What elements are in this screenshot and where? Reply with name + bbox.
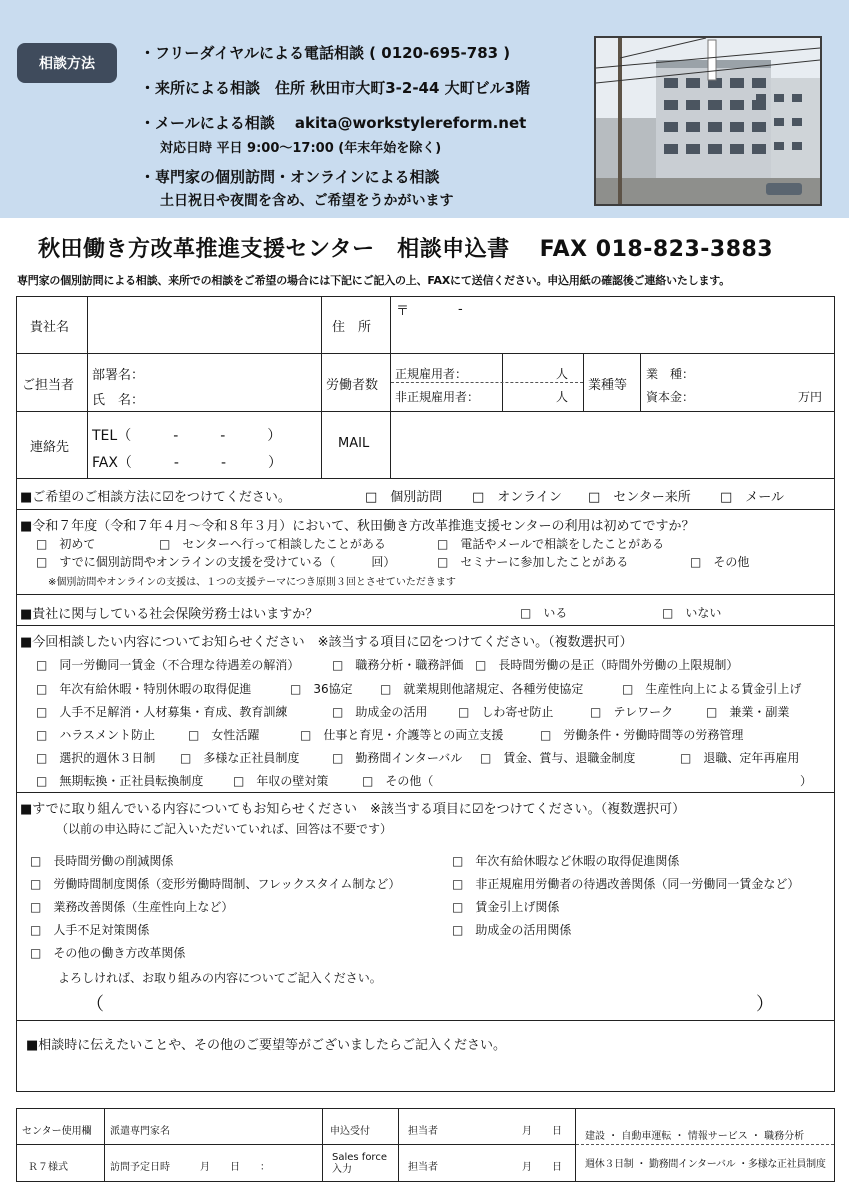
- col-divider: [390, 296, 391, 478]
- categories-line-2: 週休３日制 ・ 勤務間インターバル ・多様な正社員制度: [585, 1159, 826, 1170]
- capital-label[interactable]: 資本金：: [646, 390, 695, 404]
- consultation-method-badge: 相談方法: [17, 43, 117, 83]
- q4-productivity-wage[interactable]: □ 生産性向上による賃金引上げ: [622, 682, 802, 696]
- q5-working-time-system[interactable]: □ 労働時間制度関係（変形労働時間制、フレックスタイム制など）: [30, 877, 401, 891]
- mail-field[interactable]: [393, 414, 833, 476]
- department-label[interactable]: 部署名：: [92, 368, 145, 383]
- footer-col-divider: [322, 1108, 323, 1182]
- q2-note: ※個別訪問やオンラインの支援は、１つの支援テーマにつき原則３回とさせていただきます: [48, 577, 456, 588]
- person-name-label[interactable]: 氏 名：: [92, 393, 145, 408]
- header-banner: [0, 0, 849, 218]
- business-type-label[interactable]: 業 種：: [646, 367, 695, 381]
- q2-seminar[interactable]: □ セミナーに参加したことがある: [437, 555, 629, 569]
- row-divider: [16, 353, 835, 354]
- receipt-date: 月 日: [522, 1126, 562, 1137]
- contact-person-label: ご担当者: [22, 378, 75, 393]
- q4-36-agreement[interactable]: □ 36協定: [290, 682, 353, 696]
- expert-name-label: 派遣専門家名: [110, 1126, 170, 1137]
- q5-labor-shortage[interactable]: □ 人手不足対策関係: [30, 923, 150, 937]
- center-use-label: センター使用欄: [22, 1126, 92, 1137]
- q4-title: ■今回相談したい内容についてお知らせください ※該当する項目に☑をつけてください。（複数選択可）: [20, 635, 633, 650]
- q1-title: ■ご希望のご相談方法に☑をつけてください。: [20, 490, 291, 505]
- mail-consultation-line: ・メールによる相談 akita@workstylereform.net: [140, 114, 527, 132]
- employee-count-field[interactable]: [505, 356, 555, 408]
- salesforce-label: Sales force 入力: [332, 1152, 387, 1175]
- regular-unit: 人: [556, 367, 569, 381]
- q4-work-rules[interactable]: □ 就業規則他諸規定、各種労使協定: [380, 682, 584, 696]
- input-date: 月 日: [522, 1162, 562, 1173]
- q5-subnote: （以前の申込時にご記入いただいていれば、回答は不要です）: [56, 822, 393, 836]
- q2-other[interactable]: □ その他: [690, 555, 750, 569]
- q4-harassment[interactable]: □ ハラスメント防止: [36, 728, 155, 742]
- q4-retirement[interactable]: □ 退職、定年再雇用: [680, 751, 800, 765]
- q5-long-hours[interactable]: □ 長時間労働の削減関係: [30, 854, 174, 868]
- q4-equal-pay[interactable]: □ 同一労働同一賃金（不合理な待遇差の解消）: [36, 658, 300, 672]
- q5-wage-increase[interactable]: □ 賃金引上げ関係: [452, 900, 560, 914]
- row-divider: [16, 625, 835, 626]
- regular-employees-label: 正規雇用者：: [395, 367, 468, 381]
- q4-side-job[interactable]: □ 兼業・副業: [706, 705, 790, 719]
- footer-row-divider: [16, 1144, 575, 1145]
- tel-field[interactable]: TEL（ - - ）: [92, 428, 282, 444]
- q2-visited-center[interactable]: □ センターへ行って相談したことがある: [159, 537, 386, 551]
- footer-dashed-divider: [576, 1144, 834, 1145]
- q4-four-day-week[interactable]: □ 選択的週休３日制: [36, 751, 156, 765]
- company-name-field[interactable]: [90, 298, 318, 351]
- option-mail[interactable]: □ メール: [720, 490, 785, 505]
- q2-first-time[interactable]: □ 初めて: [36, 537, 96, 551]
- row-divider: [16, 1020, 835, 1021]
- q5-business-improvement[interactable]: □ 業務改善関係（生産性向上など）: [30, 900, 234, 914]
- q4-paid-leave[interactable]: □ 年次有給休暇・特別休暇の取得促進: [36, 682, 252, 696]
- q4-diverse-regular[interactable]: □ 多様な正社員制度: [180, 751, 300, 765]
- q5-free-prompt: よろしければ、お取り組みの内容についてご記入ください。: [58, 971, 382, 985]
- q4-other-close: ）: [800, 774, 813, 788]
- q4-women-activity[interactable]: □ 女性活躍: [188, 728, 260, 742]
- industry-label: 業種等: [588, 378, 628, 393]
- col-divider: [640, 353, 641, 411]
- company-name-label: 貴社名: [30, 320, 70, 335]
- nonregular-employees-label: 非正規雇用者：: [395, 390, 480, 404]
- col-divider: [321, 296, 322, 478]
- option-online[interactable]: □ オンライン: [472, 490, 562, 505]
- footer-col-divider: [104, 1108, 105, 1182]
- col-divider: [583, 353, 584, 411]
- q6-requests-field[interactable]: [20, 1054, 830, 1088]
- staff-label-2: 担当者: [408, 1162, 438, 1173]
- q5-leave-promotion[interactable]: □ 年次有給休暇など休暇の取得促進関係: [452, 854, 680, 868]
- option-center-visit[interactable]: □ センター来所: [588, 490, 691, 505]
- row-divider: [16, 594, 835, 595]
- q4-labor-management[interactable]: □ 労働条件・労働時間等の労務管理: [540, 728, 744, 742]
- staff-label-1: 担当者: [408, 1126, 438, 1137]
- row-divider: [16, 411, 835, 412]
- mail-label: MAIL: [338, 436, 370, 451]
- q4-labor-shortage[interactable]: □ 人手不足解消・人材募集・育成、教育訓練: [36, 705, 288, 719]
- office-building-photo: [594, 36, 822, 206]
- form-title-main: 秋田働き方改革推進支援センター 相談申込書: [38, 237, 510, 262]
- q5-paren-open: （: [86, 994, 104, 1015]
- postal-mark: 〒: [396, 304, 410, 319]
- workers-label: 労働者数: [326, 378, 379, 393]
- q5-nonregular-treatment[interactable]: □ 非正規雇用労働者の待遇改善関係（同一労働同一賃金など）: [452, 877, 800, 891]
- q5-other-reform[interactable]: □ その他の働き方改革関係: [30, 946, 186, 960]
- q5-subsidy[interactable]: □ 助成金の活用関係: [452, 923, 572, 937]
- q4-job-analysis[interactable]: □ 職務分析・職務評価: [332, 658, 464, 672]
- fax-number: FAX 018-823-3883: [539, 237, 774, 262]
- visit-consultation-line: ・来所による相談 住所 秋田市大町3-2-44 大町ビル3階: [140, 79, 531, 97]
- expert-visit-note: 土日祝日や夜間を含め、ご希望をうかがいます: [160, 193, 454, 209]
- q4-burden-prevention[interactable]: □ しわ寄せ防止: [458, 705, 554, 719]
- row-divider: [16, 792, 835, 793]
- expert-visit-line: ・専門家の個別訪問・オンラインによる相談: [140, 168, 440, 186]
- footer-col-divider: [398, 1108, 399, 1182]
- receipt-label: 申込受付: [330, 1126, 370, 1137]
- q2-already-supported[interactable]: □ すでに個別訪問やオンラインの支援を受けている（ 回）: [36, 555, 396, 569]
- q4-subsidy[interactable]: □ 助成金の活用: [332, 705, 428, 719]
- q4-indefinite-conversion[interactable]: □ 無期転換・正社員転換制度: [36, 774, 204, 788]
- q5-paren-close: ）: [756, 994, 774, 1015]
- row-divider: [16, 509, 835, 510]
- phone-consultation-line: ・フリーダイヤルによる電話相談 ( 0120-695-783 ): [140, 44, 511, 62]
- q4-work-life-balance[interactable]: □ 仕事と育児・介護等との両立支援: [300, 728, 504, 742]
- form-title: [38, 232, 773, 263]
- q4-other[interactable]: □ その他（: [362, 774, 434, 788]
- q4-income-wall[interactable]: □ 年収の壁対策: [233, 774, 329, 788]
- q2-title: ■令和７年度（令和７年４月～令和８年３月）において、秋田働き方改革推進支援センターの利用は初めてですか？: [20, 519, 695, 534]
- option-individual-visit[interactable]: □ 個別訪問: [365, 490, 443, 505]
- row-divider: [16, 478, 835, 479]
- q4-long-hours[interactable]: □ 長時間労働の是正（時間外労働の上限規制）: [475, 658, 739, 672]
- q5-title: ■すでに取り組んでいる内容についてもお知らせください ※該当する項目に☑をつけてください。（複数選択可）: [20, 802, 686, 817]
- q3-title: ■貴社に関与している社会保険労務士はいますか？: [20, 607, 319, 622]
- business-hours-line: 対応日時 平日 9:00～17:00 (年末年始を除く): [160, 141, 442, 156]
- form-instructions: 専門家の個別訪問による相談、来所での相談をご希望の場合には下記にご記入の上、FAXにて送信ください。申込用紙の確認後ご連絡いたします。: [17, 274, 730, 287]
- categories-line-1: 建設 ・ 自動車運転 ・ 情報サービス ・ 職務分析: [585, 1131, 805, 1142]
- address-field[interactable]: [393, 298, 833, 351]
- q3-yes[interactable]: □ いる: [520, 606, 568, 620]
- footer-col-divider: [575, 1108, 576, 1182]
- nonregular-unit: 人: [556, 390, 569, 404]
- address-label: 住 所: [332, 320, 372, 335]
- fax-field[interactable]: FAX（ - - ）: [92, 455, 283, 471]
- q2-phone-mail[interactable]: □ 電話やメールで相談をしたことがある: [437, 537, 665, 551]
- col-divider: [87, 296, 88, 478]
- q3-no[interactable]: □ いない: [662, 606, 722, 620]
- form-code: Ｒ７様式: [28, 1162, 68, 1173]
- q4-wage-system[interactable]: □ 賃金、賞与、退職金制度: [480, 751, 636, 765]
- visit-date-label: 訪問予定日時 月 日 ：: [110, 1162, 270, 1173]
- q6-title: ■相談時に伝えたいことや、その他のご要望等がございましたらご記入ください。: [26, 1038, 507, 1053]
- building-illustration: [596, 38, 820, 204]
- q4-work-interval[interactable]: □ 勤務間インターバル: [332, 751, 463, 765]
- contact-info-label: 連絡先: [30, 440, 70, 455]
- q5-free-text-field[interactable]: [110, 990, 750, 1016]
- postal-dash: -: [458, 302, 463, 317]
- capital-unit: 万円: [798, 390, 823, 404]
- q4-telework[interactable]: □ テレワーク: [590, 705, 674, 719]
